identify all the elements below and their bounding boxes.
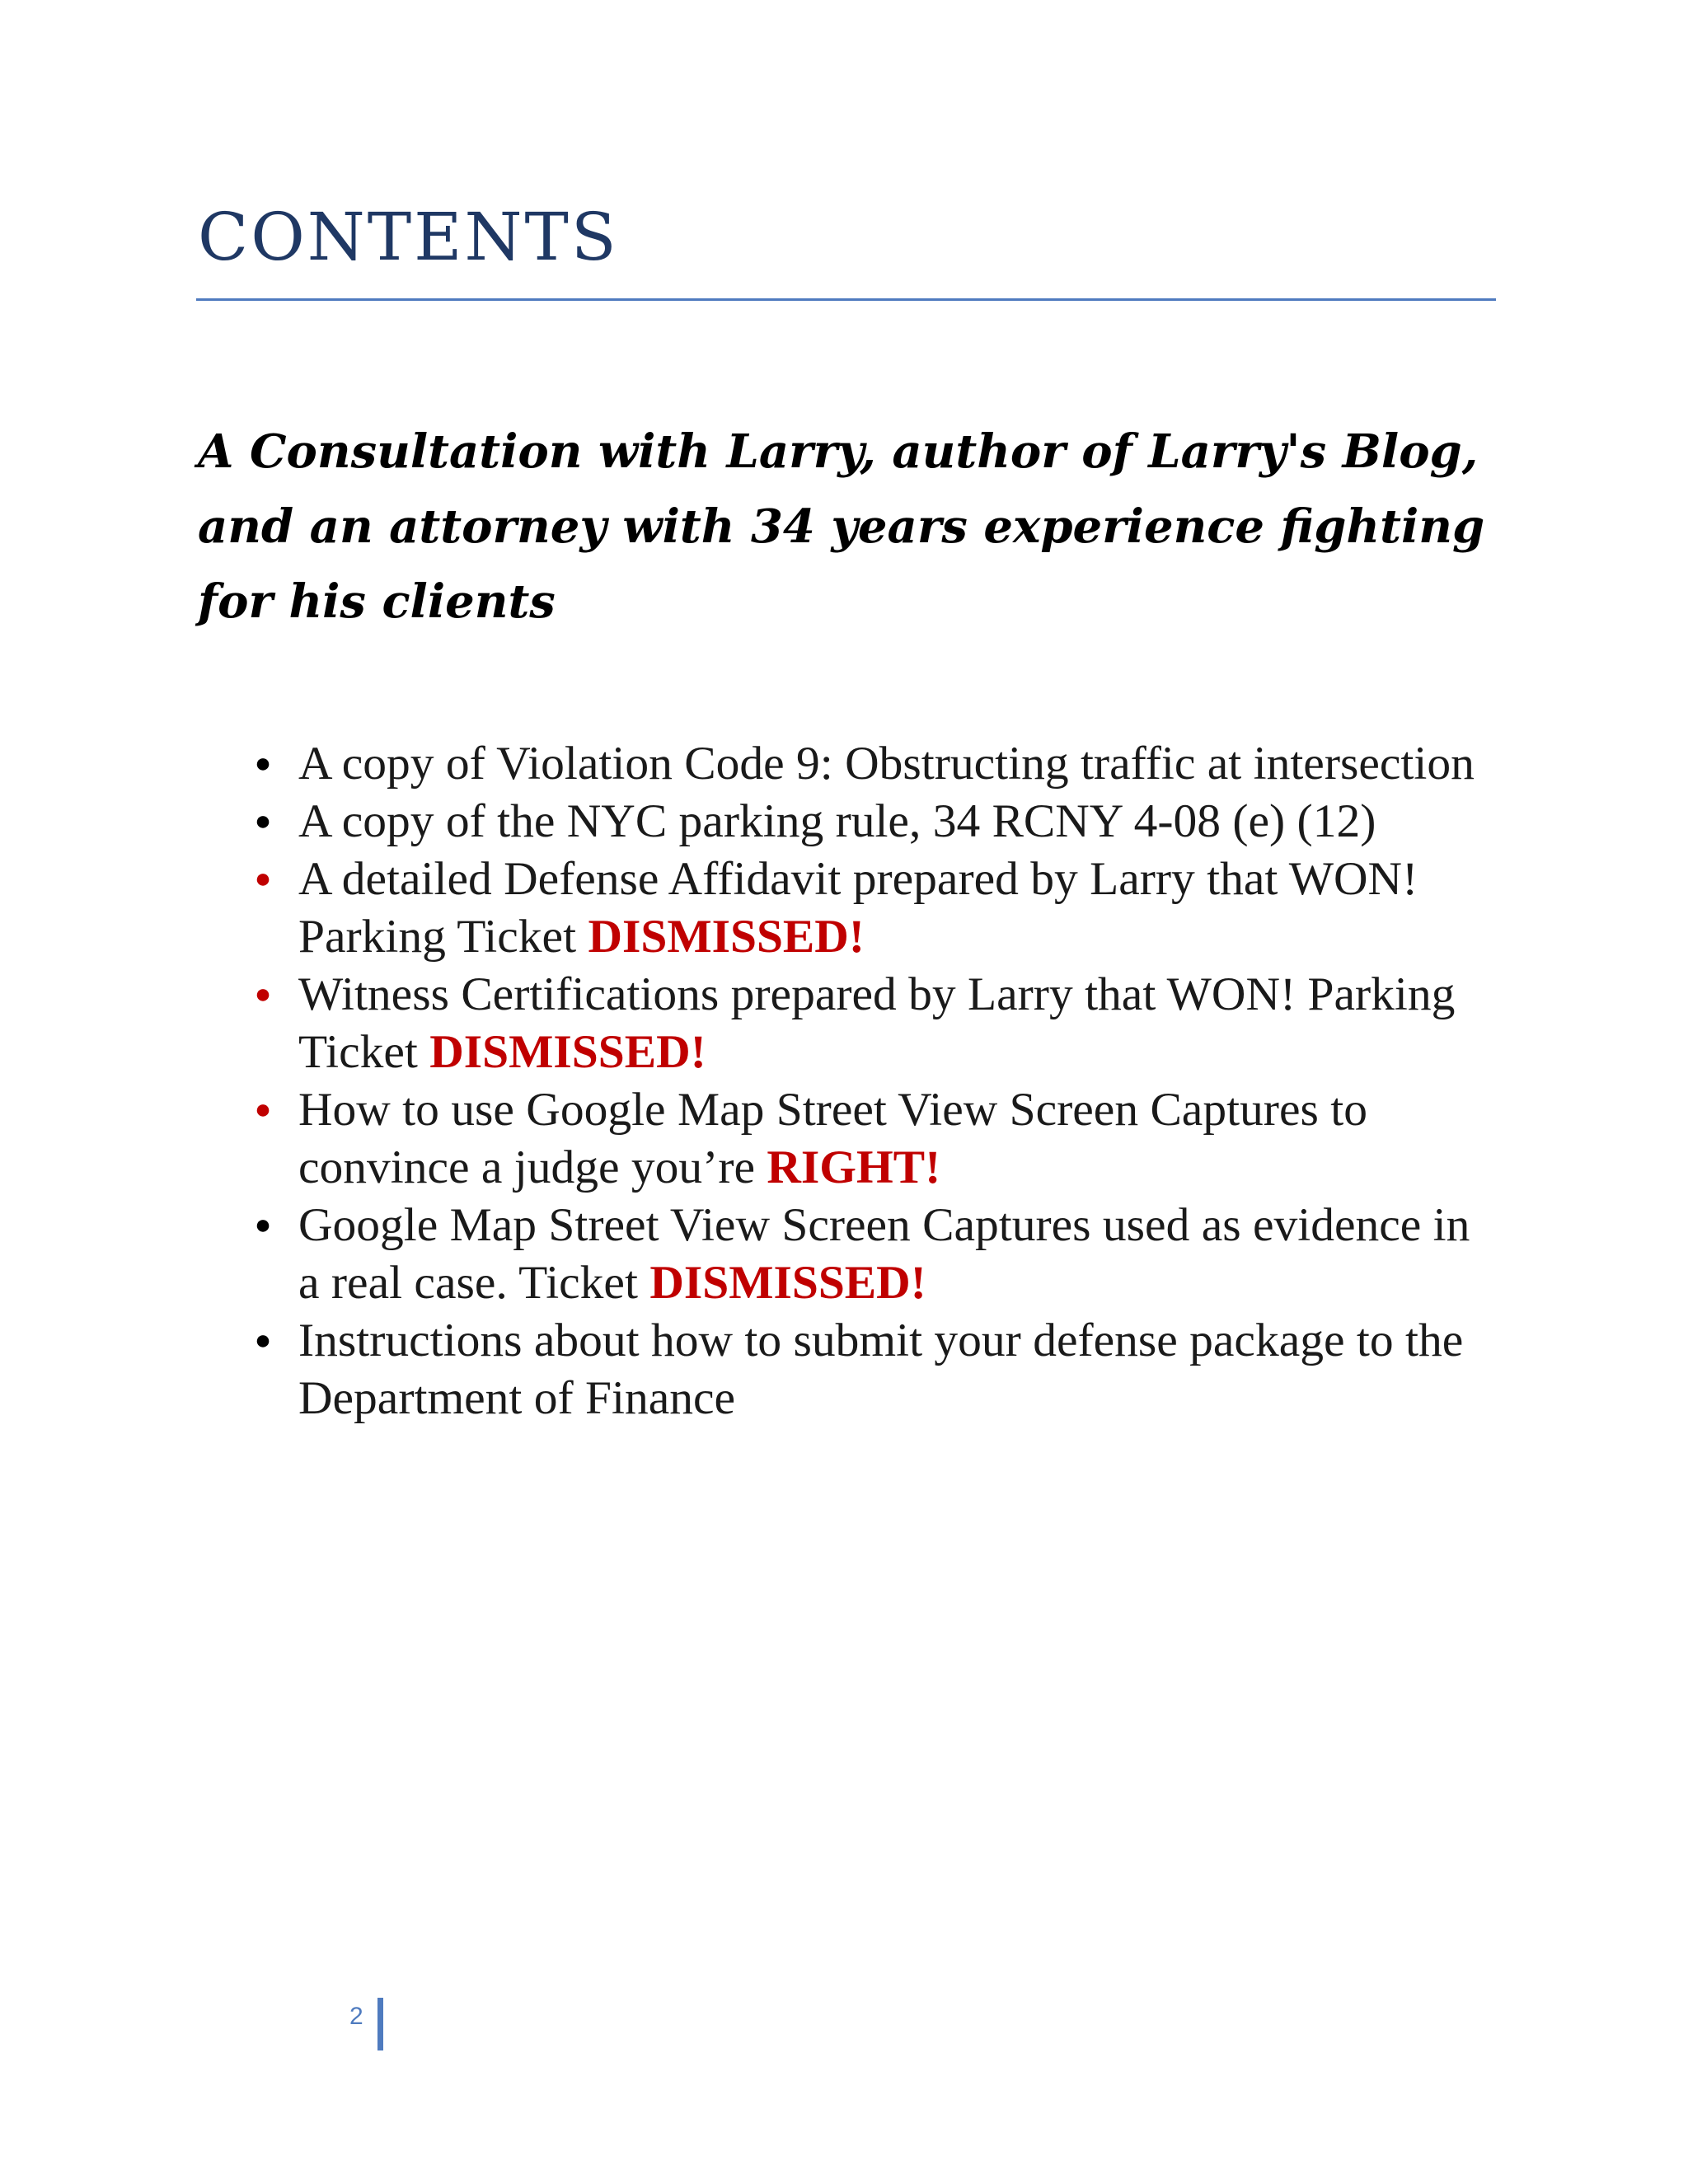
bullet-icon: ● — [254, 864, 272, 894]
subtitle: A Consultation with Larry, author of Larry's Blog, and an attorney with 34 years experience fighting for his clients — [198, 424, 1485, 629]
list-item-text: A copy of Violation Code 9: Obstructing traffic at intersection — [298, 738, 1475, 790]
list-item — [254, 1197, 1502, 1312]
bullet-icon: ● — [254, 1325, 272, 1356]
page-number: 2 — [349, 2003, 363, 2030]
list-item-text: A copy of the NYC parking rule, 34 RCNY 4-08 (e) (12) — [298, 795, 1376, 847]
bullet-icon: ● — [254, 1210, 272, 1240]
list-item-emphasis: DISMISSED! — [429, 1026, 706, 1078]
page-title: CONTENTS — [198, 199, 619, 275]
list-item-text: A detailed Defense Affidavit prepared by Larry that WON! Parking Ticket — [298, 853, 1418, 963]
list-item — [254, 1312, 1502, 1427]
list-item — [254, 793, 1502, 851]
page-number-divider — [377, 1998, 383, 2050]
list-item-text: Google Map Street View Screen Captures used as evidence in a real case. Ticket — [298, 1199, 1470, 1309]
list-item-emphasis: DISMISSED! — [649, 1257, 926, 1309]
list-item-emphasis: DISMISSED! — [588, 911, 865, 963]
bullet-icon: ● — [254, 748, 272, 779]
list-item-text: Witness Certifications prepared by Larry that WON! Parking Ticket — [298, 968, 1456, 1078]
bullet-icon: ● — [254, 1094, 272, 1125]
list-item — [254, 966, 1502, 1081]
list-item — [254, 851, 1502, 966]
list-item-text: How to use Google Map Street View Screen Captures to convince a judge you’re — [298, 1084, 1367, 1193]
list-item-text: Instructions about how to submit your defense package to the Department of Finance — [298, 1315, 1464, 1424]
bullet-icon: ● — [254, 979, 272, 1010]
list-item — [254, 1081, 1502, 1197]
contents-list — [254, 735, 1502, 1427]
bullet-icon: ● — [254, 806, 272, 837]
list-item-emphasis: RIGHT! — [767, 1141, 941, 1193]
list-item — [254, 735, 1502, 793]
title-underline — [196, 298, 1496, 301]
